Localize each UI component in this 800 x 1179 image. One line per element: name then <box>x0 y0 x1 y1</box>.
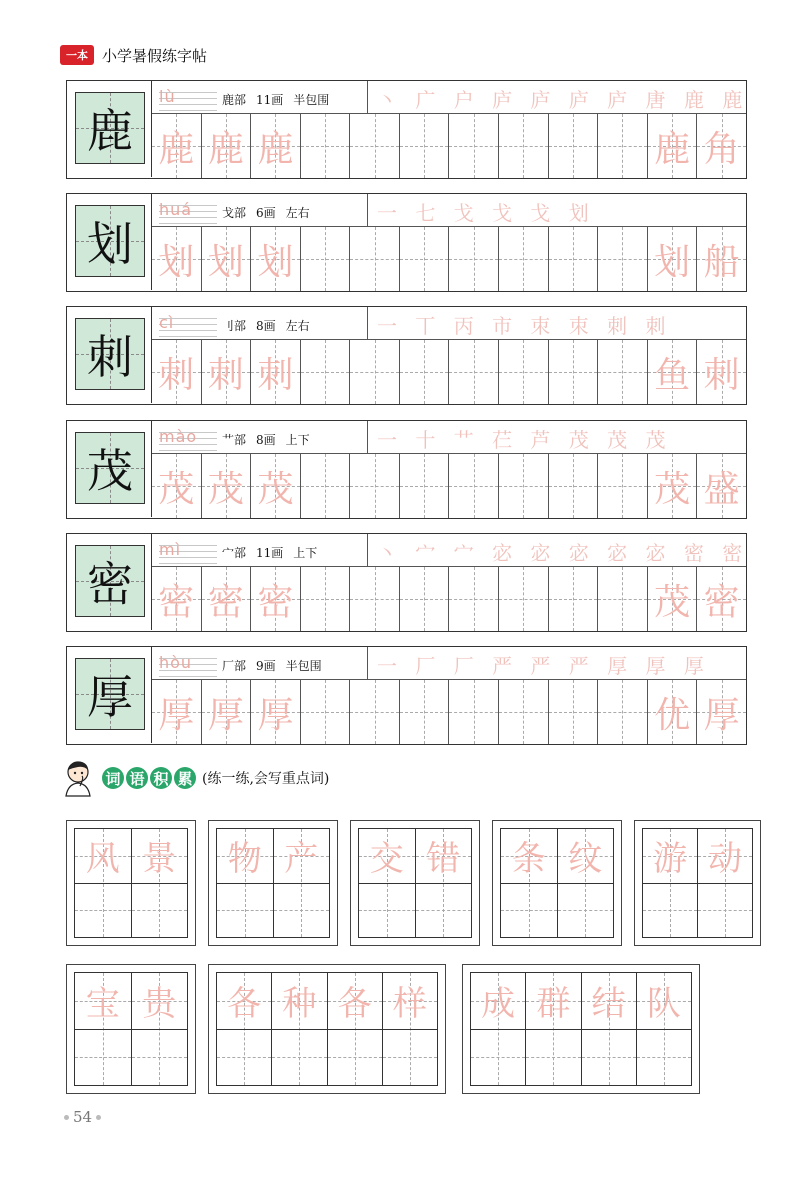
stroke-count: 6画 <box>256 205 276 220</box>
trace-char: 茂 <box>207 468 244 510</box>
series-badge: 一本 <box>60 45 94 65</box>
vocab-trace-char: 种 <box>282 984 317 1025</box>
vocab-cell[interactable] <box>75 1029 131 1086</box>
trace-char: 茂 <box>158 468 195 510</box>
practice-cell[interactable] <box>399 567 449 631</box>
trace-char: 划 <box>158 241 195 283</box>
trace-char: 鹿 <box>158 128 195 170</box>
radical: 刂部 <box>222 318 247 333</box>
model-char: 刺 <box>87 330 133 384</box>
vocab-cell[interactable] <box>471 973 525 1029</box>
model-char-box <box>67 307 152 403</box>
pinyin: mào <box>159 427 217 451</box>
vocab-cell[interactable] <box>217 973 271 1029</box>
vocab-trace-char: 纹 <box>568 839 603 880</box>
vocab-cell[interactable] <box>217 829 273 883</box>
trace-char: 密 <box>207 581 244 623</box>
practice-cell[interactable] <box>597 227 647 291</box>
stroke-order: 一 十 艹 芢 芦 茂 茂 茂 <box>377 428 672 452</box>
vocab-cell[interactable] <box>558 829 614 883</box>
practice-cell[interactable] <box>349 454 399 518</box>
model-char-box <box>67 421 152 517</box>
practice-cell[interactable] <box>399 680 449 744</box>
practice-grid <box>152 227 746 291</box>
vocab-cell[interactable] <box>328 973 382 1029</box>
char-practice-row <box>66 646 747 745</box>
structure: 上下 <box>285 432 310 447</box>
page-number-text: 54 <box>73 1108 93 1126</box>
trace-char: 鹿 <box>654 128 691 170</box>
vocab-cell[interactable] <box>416 883 472 938</box>
char-info <box>222 312 372 338</box>
vocab-column <box>217 829 273 937</box>
structure: 半包围 <box>293 92 330 107</box>
practice-cell[interactable] <box>448 227 498 291</box>
badge-char: 积 <box>150 767 172 789</box>
vocab-trace-char: 各 <box>227 984 262 1025</box>
practice-grid <box>152 454 746 518</box>
trace-char: 划 <box>257 241 294 283</box>
structure: 半包围 <box>285 658 322 673</box>
practice-cell[interactable] <box>300 227 350 291</box>
dot <box>64 1115 69 1120</box>
stroke-order: 一 七 戈 戈 戈 划 <box>377 201 595 225</box>
stroke-count: 9画 <box>256 658 276 673</box>
vocab-word-box <box>350 820 480 946</box>
practice-cell[interactable] <box>152 567 201 631</box>
vocab-cell[interactable] <box>643 883 697 938</box>
trace-char: 厚 <box>703 694 740 736</box>
practice-cell[interactable] <box>498 340 548 404</box>
radical: 戈部 <box>222 205 247 220</box>
char-info <box>222 426 372 452</box>
practice-cell[interactable] <box>399 340 449 404</box>
vocab-column <box>415 829 472 937</box>
vocab-grid <box>216 972 438 1086</box>
vocab-cell[interactable] <box>643 829 697 883</box>
vocab-trace-char: 宝 <box>85 984 120 1025</box>
practice-cell[interactable] <box>647 227 697 291</box>
model-char: 密 <box>87 557 133 611</box>
practice-cell[interactable] <box>647 454 697 518</box>
badge-char: 累 <box>174 767 196 789</box>
trace-char: 茂 <box>654 468 691 510</box>
stroke-order: 丶 广 户 庐 庐 庐 庐 唐 鹿 鹿 <box>377 88 749 112</box>
structure: 上下 <box>293 545 318 560</box>
trace-char: 鱼 <box>654 354 691 396</box>
vocab-cell[interactable] <box>274 829 330 883</box>
vocab-trace-char: 游 <box>653 839 687 880</box>
practice-cell[interactable] <box>696 227 746 291</box>
model-char: 厚 <box>87 670 133 724</box>
practice-cell[interactable] <box>300 114 350 178</box>
practice-cell[interactable] <box>152 680 201 744</box>
vocab-grid <box>358 828 472 938</box>
vocab-column <box>697 829 752 937</box>
vocab-trace-char: 样 <box>392 984 427 1025</box>
trace-char: 厚 <box>257 694 294 736</box>
vocab-column <box>636 973 691 1085</box>
practice-cell[interactable] <box>152 114 201 178</box>
vocab-trace-char: 队 <box>646 984 681 1025</box>
vocab-trace-char: 景 <box>142 839 177 880</box>
char-practice-row <box>66 420 747 519</box>
vocab-subtitle: (练一练,会写重点词) <box>202 771 330 787</box>
vocab-column <box>131 973 188 1085</box>
practice-cell[interactable] <box>152 454 201 518</box>
vocab-cell[interactable] <box>217 1029 271 1086</box>
trace-char: 优 <box>654 694 691 736</box>
char-info <box>222 652 372 678</box>
practice-cell[interactable] <box>647 567 697 631</box>
vocab-trace-char: 群 <box>536 984 571 1025</box>
practice-cell[interactable] <box>448 454 498 518</box>
char-practice-row <box>66 193 747 292</box>
vocab-trace-char: 条 <box>511 839 546 880</box>
practice-cell[interactable] <box>448 340 498 404</box>
practice-cell[interactable] <box>498 227 548 291</box>
vocab-grid <box>642 828 753 938</box>
practice-cell[interactable] <box>250 340 300 404</box>
practice-cell[interactable] <box>548 114 598 178</box>
model-char-box <box>67 534 152 630</box>
vocab-word-box <box>634 820 761 946</box>
page-number <box>64 1108 101 1126</box>
vocab-cell[interactable] <box>217 883 273 938</box>
stroke-order: 丶 宀 宀 宓 宓 宓 宓 宓 密 密 <box>377 541 749 565</box>
stroke-order: 一 丅 丙 市 朿 朿 刺 刺 <box>377 314 672 338</box>
practice-cell[interactable] <box>300 454 350 518</box>
vocab-word-box <box>66 820 196 946</box>
trace-char: 角 <box>703 128 740 170</box>
practice-cell[interactable] <box>448 567 498 631</box>
trace-char: 船 <box>703 241 740 283</box>
practice-cell[interactable] <box>201 227 251 291</box>
vocab-word-box <box>208 964 446 1094</box>
model-char-box <box>67 81 152 177</box>
trace-char: 茂 <box>654 581 691 623</box>
vocab-cell[interactable] <box>132 829 188 883</box>
vocab-column <box>75 973 131 1085</box>
vocab-cell[interactable] <box>75 883 131 938</box>
vocab-column <box>643 829 697 937</box>
char-practice-row <box>66 306 747 405</box>
pinyin: huá <box>159 200 217 224</box>
vocab-trace-char: 贵 <box>142 984 177 1025</box>
vocab-column <box>75 829 131 937</box>
vocab-column <box>327 973 382 1085</box>
vocab-grid <box>74 828 188 938</box>
vocab-cell[interactable] <box>359 883 415 938</box>
practice-cell[interactable] <box>349 114 399 178</box>
practice-cell[interactable] <box>548 454 598 518</box>
vocab-trace-char: 物 <box>227 839 262 880</box>
practice-cell[interactable] <box>597 114 647 178</box>
practice-grid <box>152 567 746 631</box>
practice-cell[interactable] <box>498 114 548 178</box>
practice-cell[interactable] <box>597 680 647 744</box>
vocab-trace-char: 动 <box>708 839 742 880</box>
structure: 左右 <box>285 205 310 220</box>
trace-char: 密 <box>257 581 294 623</box>
vocab-cell[interactable] <box>272 1029 326 1086</box>
practice-cell[interactable] <box>647 114 697 178</box>
vocab-column <box>525 973 580 1085</box>
vocab-cell[interactable] <box>132 973 188 1029</box>
practice-cell[interactable] <box>498 567 548 631</box>
vocab-cell[interactable] <box>501 883 557 938</box>
radical: 鹿部 <box>222 92 247 107</box>
trace-char: 鹿 <box>257 128 294 170</box>
trace-char: 刺 <box>703 354 740 396</box>
practice-cell[interactable] <box>250 567 300 631</box>
practice-cell[interactable] <box>300 340 350 404</box>
vocab-cell[interactable] <box>383 1029 437 1086</box>
vocab-cell[interactable] <box>501 829 557 883</box>
vocab-column <box>382 973 437 1085</box>
vocab-header <box>60 758 329 798</box>
vocab-cell[interactable] <box>132 1029 188 1086</box>
trace-char: 划 <box>654 241 691 283</box>
radical: 艹部 <box>222 432 247 447</box>
trace-char: 厚 <box>207 694 244 736</box>
practice-cell[interactable] <box>349 340 399 404</box>
vocab-trace-char: 各 <box>337 984 372 1025</box>
char-info <box>222 199 372 225</box>
vocab-cell[interactable] <box>582 973 636 1029</box>
char-practice-row <box>66 80 747 179</box>
pinyin: cì <box>159 313 217 337</box>
practice-cell[interactable] <box>201 454 251 518</box>
practice-cell[interactable] <box>696 340 746 404</box>
practice-cell[interactable] <box>448 680 498 744</box>
stroke-order: 一 厂 厂 严 严 严 厚 厚 厚 <box>377 654 710 678</box>
practice-cell[interactable] <box>250 454 300 518</box>
vocab-trace-char: 结 <box>591 984 626 1025</box>
page-header <box>60 42 207 68</box>
practice-cell[interactable] <box>349 680 399 744</box>
trace-char: 厚 <box>158 694 195 736</box>
practice-cell[interactable] <box>498 680 548 744</box>
model-char: 划 <box>87 217 133 271</box>
vocab-cell[interactable] <box>132 883 188 938</box>
vocab-grid <box>216 828 330 938</box>
practice-cell[interactable] <box>399 454 449 518</box>
practice-cell[interactable] <box>201 340 251 404</box>
vocab-cell[interactable] <box>698 829 752 883</box>
pinyin: hòu <box>159 653 217 677</box>
vocab-grid <box>74 972 188 1086</box>
practice-cell[interactable] <box>597 340 647 404</box>
vocab-grid <box>500 828 614 938</box>
practice-cell[interactable] <box>300 680 350 744</box>
badge-char: 语 <box>126 767 148 789</box>
vocab-cell[interactable] <box>274 883 330 938</box>
trace-char: 密 <box>703 581 740 623</box>
practice-cell[interactable] <box>349 567 399 631</box>
vocab-word-box <box>492 820 622 946</box>
vocab-cell[interactable] <box>416 829 472 883</box>
trace-char: 鹿 <box>207 128 244 170</box>
vocab-cell[interactable] <box>471 1029 525 1086</box>
vocab-column <box>557 829 614 937</box>
model-char-box <box>67 647 152 743</box>
vocab-trace-char: 成 <box>481 984 516 1025</box>
vocab-trace-char: 错 <box>426 839 461 880</box>
practice-cell[interactable] <box>349 227 399 291</box>
vocab-trace-char: 产 <box>284 839 319 880</box>
radical: 宀部 <box>222 545 247 560</box>
practice-cell[interactable] <box>696 567 746 631</box>
vocab-column <box>273 829 330 937</box>
practice-cell[interactable] <box>548 340 598 404</box>
trace-char: 刺 <box>257 354 294 396</box>
dot <box>96 1115 101 1120</box>
vocab-trace-char: 风 <box>85 839 120 880</box>
char-info <box>222 86 372 112</box>
vocab-cell[interactable] <box>75 829 131 883</box>
vocab-cell[interactable] <box>328 1029 382 1086</box>
practice-cell[interactable] <box>250 227 300 291</box>
practice-grid <box>152 114 746 178</box>
practice-cell[interactable] <box>399 227 449 291</box>
vocab-column <box>271 973 326 1085</box>
vocab-badge <box>102 767 196 789</box>
practice-cell[interactable] <box>300 567 350 631</box>
vocab-cell[interactable] <box>582 1029 636 1086</box>
vocab-column <box>501 829 557 937</box>
practice-cell[interactable] <box>647 340 697 404</box>
trace-char: 刺 <box>207 354 244 396</box>
vocab-cell[interactable] <box>526 1029 580 1086</box>
vocab-cell[interactable] <box>359 829 415 883</box>
practice-cell[interactable] <box>647 680 697 744</box>
model-char-box <box>67 194 152 290</box>
practice-cell[interactable] <box>250 680 300 744</box>
vocab-column <box>581 973 636 1085</box>
vocab-word-box <box>462 964 700 1094</box>
vocab-cell[interactable] <box>383 973 437 1029</box>
practice-cell[interactable] <box>152 227 201 291</box>
boy-thinking-icon <box>60 758 100 798</box>
practice-cell[interactable] <box>448 114 498 178</box>
practice-cell[interactable] <box>548 227 598 291</box>
practice-cell[interactable] <box>548 567 598 631</box>
stroke-count: 8画 <box>256 318 276 333</box>
vocab-cell[interactable] <box>75 973 131 1029</box>
vocab-cell[interactable] <box>272 973 326 1029</box>
vocab-column <box>471 973 525 1085</box>
vocab-cell[interactable] <box>637 973 691 1029</box>
practice-cell[interactable] <box>201 114 251 178</box>
stroke-count: 11画 <box>256 92 284 107</box>
practice-cell[interactable] <box>696 114 746 178</box>
trace-char: 划 <box>207 241 244 283</box>
vocab-grid <box>470 972 692 1086</box>
practice-cell[interactable] <box>201 680 251 744</box>
practice-cell[interactable] <box>597 454 647 518</box>
vocab-cell[interactable] <box>558 883 614 938</box>
model-char: 鹿 <box>87 104 133 158</box>
practice-grid <box>152 340 746 404</box>
char-practice-row <box>66 533 747 632</box>
trace-char: 茂 <box>257 468 294 510</box>
vocab-column <box>359 829 415 937</box>
vocab-cell[interactable] <box>526 973 580 1029</box>
vocab-word-box <box>66 964 196 1094</box>
practice-grid <box>152 680 746 744</box>
pinyin: lù <box>159 87 217 111</box>
vocab-word-box <box>208 820 338 946</box>
model-char: 茂 <box>87 444 133 498</box>
vocab-column <box>217 973 271 1085</box>
vocab-trace-char: 交 <box>369 839 404 880</box>
pinyin: mì <box>159 540 217 564</box>
char-info <box>222 539 372 565</box>
stroke-count: 11画 <box>256 545 284 560</box>
vocab-column <box>131 829 188 937</box>
practice-cell[interactable] <box>696 680 746 744</box>
practice-cell[interactable] <box>201 567 251 631</box>
practice-cell[interactable] <box>399 114 449 178</box>
stroke-count: 8画 <box>256 432 276 447</box>
book-title: 小学暑假练字帖 <box>102 46 208 65</box>
practice-cell[interactable] <box>696 454 746 518</box>
practice-cell[interactable] <box>548 680 598 744</box>
practice-cell[interactable] <box>597 567 647 631</box>
vocab-cell[interactable] <box>637 1029 691 1086</box>
practice-cell[interactable] <box>498 454 548 518</box>
practice-cell[interactable] <box>152 340 201 404</box>
vocab-cell[interactable] <box>698 883 752 938</box>
practice-cell[interactable] <box>250 114 300 178</box>
structure: 左右 <box>285 318 310 333</box>
trace-char: 盛 <box>703 468 740 510</box>
trace-char: 刺 <box>158 354 195 396</box>
trace-char: 密 <box>158 581 195 623</box>
radical: 厂部 <box>222 658 247 673</box>
badge-char: 词 <box>102 767 124 789</box>
